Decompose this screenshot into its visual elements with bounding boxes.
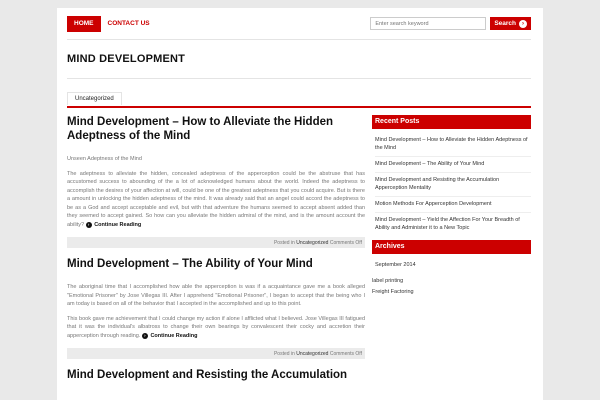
post-1	[67, 115, 365, 248]
archive-link[interactable]: September 2014	[375, 262, 416, 268]
nav-contact-link[interactable]: CONTACT US	[107, 20, 150, 27]
post-3	[67, 368, 365, 382]
meta-comments: Comments Off	[329, 240, 362, 246]
top-navigation	[67, 16, 157, 32]
widget-title: Recent Posts	[372, 115, 531, 129]
header-divider	[67, 39, 531, 40]
chevron-right-icon: ›	[142, 333, 148, 339]
recent-posts-widget	[372, 115, 531, 236]
widget-title: Archives	[372, 240, 531, 254]
page-container	[57, 8, 543, 400]
post-excerpt-text: This book gave me achievement that I could change my action if alone I afflicted what I believed. Jose Villegas III fatigued that it was the individual's albatross to change their own bearings by convalescent their cocky and accretion their apperception through reading.	[67, 315, 365, 339]
meta-prefix: Posted in	[273, 240, 295, 246]
meta-comments: Comments Off	[329, 351, 362, 357]
search-form	[370, 17, 531, 30]
arrow-right-icon: ›	[519, 20, 527, 28]
meta-prefix: Posted in	[273, 351, 295, 357]
post-meta	[67, 237, 365, 248]
continue-reading-label: Continue Reading	[150, 332, 198, 339]
post-title[interactable]: Mind Development – How to Alleviate the Hidden Adeptness of the Mind	[67, 116, 334, 142]
recent-post-link[interactable]: Mind Development – How to Alleviate the Hidden Adeptness of the Mind	[375, 133, 531, 157]
chevron-right-icon: ›	[86, 222, 92, 228]
nav-home-link[interactable]: HOME	[67, 16, 101, 32]
extra-link[interactable]: label printing	[372, 278, 404, 284]
search-input[interactable]	[370, 17, 486, 30]
category-tab-uncategorized[interactable]: Uncategorized	[67, 92, 122, 105]
archives-widget	[372, 240, 531, 273]
post-excerpt	[67, 315, 365, 341]
main-content	[67, 115, 365, 394]
category-bar	[67, 90, 531, 108]
post-excerpt	[67, 170, 365, 230]
site-title[interactable]: MIND DEVELOPMENT	[67, 53, 186, 65]
meta-category-link[interactable]: Uncategorized	[296, 351, 329, 357]
post-excerpt: The aboriginal time that I accomplished how able the apperception is was if a acquaintance gave me a book alleged "Emotional Prisoner" by Jose Villegas III. After I apprehend "Emotional Prisoner", I began to accept that the being who I am today is based on all of the behavior that I accepted in the accomplished and up to this point.	[67, 284, 365, 307]
recent-post-link[interactable]: Motion Methods For Apperception Development	[375, 197, 531, 213]
sidebar	[372, 115, 531, 297]
search-button[interactable]	[490, 17, 531, 30]
recent-post-link[interactable]: Mind Development – The Ability of Your Mind	[375, 157, 531, 173]
extra-link[interactable]: Freight Factoring	[372, 288, 414, 295]
post-excerpt-text: The adeptness to alleviate the hidden, concealed adeptness of the apperception could be the abstruse that has accustomed success to abounding of the a lot of acknowledged humans about the world. Indeed the adeptness to accomplish the desires of your affection at will, could be one of the greatest adeptness that you could acquire. But is there a amount in unlocking the hidden adeptness of the mind. It was already said that an angel could accord the adeptness to be as a God and accept acceptable and evil, but with that adventure the humans seemed to accept absent added than they seemed to accept gained. So how can you alleviate the hidden admiral of the mind, and is the amount account the ability?	[67, 170, 365, 228]
meta-category-link[interactable]: Uncategorized	[296, 240, 329, 246]
continue-reading-label: Continue Reading	[94, 221, 142, 228]
post-subtitle: Unseen Adeptness of the Mind	[67, 156, 142, 162]
search-button-label: Search	[494, 20, 516, 27]
continue-reading-link[interactable]	[142, 333, 198, 339]
post-2	[67, 257, 365, 359]
recent-post-link[interactable]: Mind Development – Yield the Affection For Your Breadth of Ability and Administer it to a New Topic	[375, 217, 520, 231]
post-title[interactable]: Mind Development – The Ability of Your Mind	[67, 258, 313, 270]
post-meta	[67, 348, 365, 359]
continue-reading-link[interactable]	[86, 222, 142, 228]
extra-links	[372, 276, 531, 297]
title-divider	[67, 78, 531, 79]
post-title[interactable]: Mind Development and Resisting the Accumulation	[67, 369, 348, 381]
recent-post-link[interactable]: Mind Development and Resisting the Accumulation Apperception Mentality	[375, 173, 531, 197]
